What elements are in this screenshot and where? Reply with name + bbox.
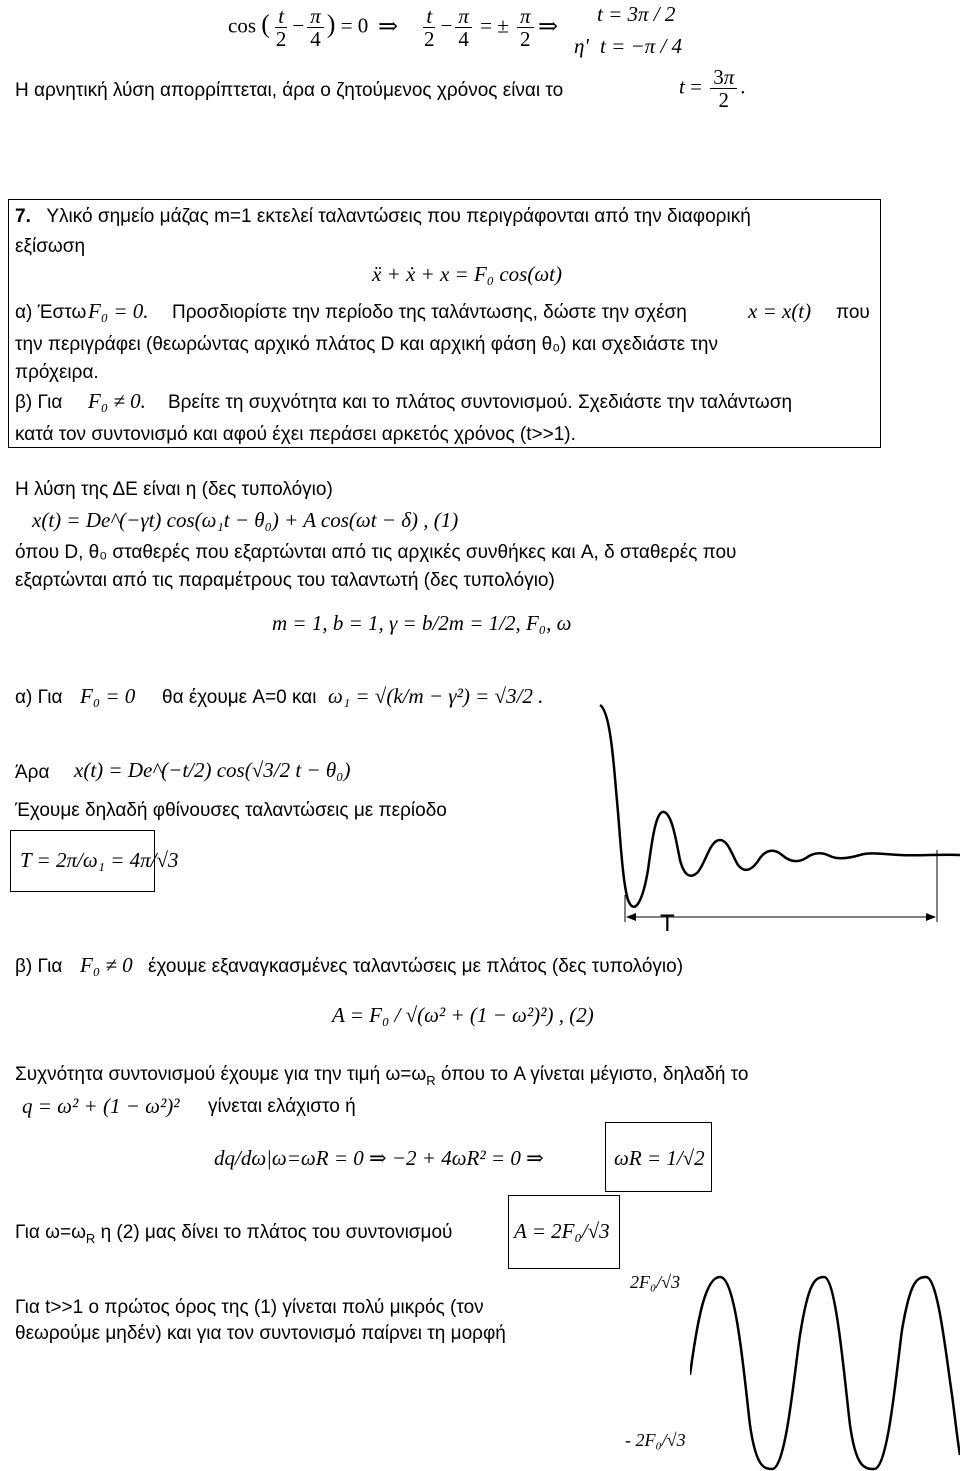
omega1-formula: ω₁ = √(k/m − γ²) = √3/2 . <box>328 684 544 708</box>
graph2-bottom-label: - 2F₀/√3 <box>625 1430 686 1450</box>
problem-intro-text: Υλικό σημείο μάζας m=1 εκτελεί ταλαντώσεις που περιγράφονται από την διαφορική <box>46 206 751 227</box>
graph2-top-label: 2F₀/√3 <box>630 1272 681 1292</box>
arrow-head-right <box>926 913 936 921</box>
xt-formula: x(t) = De^(−t/2) cos(√3/2 t − θ₀) <box>74 758 351 782</box>
q-formula: q = ω² + (1 − ω²)² <box>22 1094 180 1118</box>
where-text-2: εξαρτώνται από τις παραμέτρους του ταλαντωτή (δες τυπολόγιο) <box>15 570 555 591</box>
problem-number: 7. <box>15 206 31 227</box>
problem-a-cond: F₀ = 0. <box>88 299 149 323</box>
problem-a-text: Προσδιορίστε την περίοδο της ταλάντωσης, δώστε την σχέση <box>172 302 687 323</box>
period-formula: T = 2π/ω₁ = 4π/√3 <box>20 848 179 872</box>
problem-b-cond: F₀ ≠ 0. <box>88 389 146 413</box>
resonance-chart <box>690 1275 960 1471</box>
problem-a-relation: x = x(t) <box>748 299 812 323</box>
damped-curve <box>600 705 960 907</box>
amp-res-text <box>15 1222 452 1246</box>
problem-a-pou: που <box>836 302 870 323</box>
resonance-text-2: όπου το A γίνεται μέγιστο, δηλαδή το <box>435 1064 749 1085</box>
problem-intro <box>15 206 751 228</box>
amp-res-text-1: Για ω=ω <box>15 1222 86 1243</box>
arrow-head-left <box>626 913 636 921</box>
where-text-1: όπου D, θ₀ σταθερές που εξαρτώνται από τις αρχικές συνθήκες και A, δ σταθερές που <box>15 542 737 563</box>
amp-res-sub: R <box>85 1230 96 1246</box>
problem-b-label: β) Για <box>15 392 63 413</box>
problem-a-label: α) Έστω <box>15 302 87 323</box>
eta-label: η' <box>574 34 589 58</box>
damped-oscillation-chart <box>560 700 960 945</box>
ara-label: Άρα <box>15 762 50 783</box>
arrow-1: ⇒ <box>378 14 399 40</box>
solution-b-label: β) Για <box>15 956 63 977</box>
resonance-curve <box>690 1277 960 1469</box>
derivative-formula: dq/dω|ω=ωR = 0 ⇒ −2 + 4ωR² = 0 ⇒ <box>214 1146 544 1170</box>
problem-a-text-2: την περιγράφει (θεωρώντας αρχικό πλάτος D και αρχική φάση θ₀) και σχεδιάστε την <box>15 334 718 355</box>
solution-intro: Η λύση της ΔΕ είναι η (δες τυπολόγιο) <box>15 479 333 500</box>
negative-solution-text: Η αρνητική λύση απορρίπτεται, άρα ο ζητούμενος χρόνος είναι το <box>15 80 564 101</box>
ode: ẍ + ẋ + x = F₀ cos(ωt) <box>372 262 562 286</box>
graph-period-label: T <box>660 910 675 937</box>
solution-a-text: θα έχουμε A=0 και <box>162 687 317 708</box>
general-solution: x(t) = De^(−γt) cos(ω₁t − θ₀) + A cos(ωt − δ) , (1) <box>32 508 459 532</box>
period-text: Έχουμε δηλαδή φθίνουσες ταλαντώσεις με περίοδο <box>15 800 447 821</box>
answer-time: t = $\frac{3\pi}{2}$ . <box>679 65 746 113</box>
resonance-text <box>15 1064 748 1088</box>
problem-b-text: Βρείτε τη συχνότητα και το πλάτος συντονισμού. Σχεδιάστε την ταλάντωση <box>168 392 793 413</box>
last-text-1: Για t>>1 ο πρώτος όρος της (1) γίνεται πολύ μικρός (τον <box>15 1297 484 1318</box>
solution-a-label: α) Για <box>15 687 63 708</box>
solution-b-cond: F₀ ≠ 0 <box>80 953 133 977</box>
solution-1: t = 3π / 2 <box>597 2 676 26</box>
cos-label: cos <box>228 13 256 38</box>
amp-res-formula: A = 2F₀/√3 <box>514 1219 610 1243</box>
solution-a-cond: F₀ = 0 <box>80 684 136 708</box>
solution-2: t = −π / 4 <box>600 34 683 58</box>
parameters: m = 1, b = 1, γ = b/2m = 1/2, F₀, ω <box>272 611 572 635</box>
amplitude-formula: A = F₀ / √(ω² + (1 − ω²)²) , (2) <box>332 1003 594 1027</box>
top-eq1: cos ( $\frac{t}{2}$ − $\frac{\pi}{4}$ ) = 0 <box>228 4 369 52</box>
resonance-text-1: Συχνότητα συντονισμού έχουμε για την τιμή ω=ω <box>15 1064 427 1085</box>
problem-b-text-2: κατά τον συντονισμό και αφού έχει περάσει αρκετός χρόνος (t>>1). <box>15 424 576 445</box>
problem-intro-2: εξίσωση <box>15 236 86 257</box>
last-text-2: θεωρούμε μηδέν) και για τον συντονισμό παίρνει τη μορφή <box>15 1323 506 1344</box>
amp-res-text-2: η (2) μας δίνει το πλάτος του συντονισμού <box>95 1222 453 1243</box>
top-eq2: $\frac{t}{2}$ − $\frac{\pi}{4}$ = ± $\frac{\pi}{2}$ <box>418 5 537 50</box>
problem-a-text-3: πρόχειρα. <box>15 362 99 383</box>
omegaR-formula: ωR = 1/√2 <box>614 1146 705 1170</box>
resonance-sub: R <box>426 1072 436 1088</box>
arrow-2: ⇒ <box>538 14 559 40</box>
q-text: γίνεται ελάχιστο ή <box>208 1096 356 1117</box>
solution-b-text: έχουμε εξαναγκασμένες ταλαντώσεις με πλάτος (δες τυπολόγιο) <box>148 956 684 977</box>
